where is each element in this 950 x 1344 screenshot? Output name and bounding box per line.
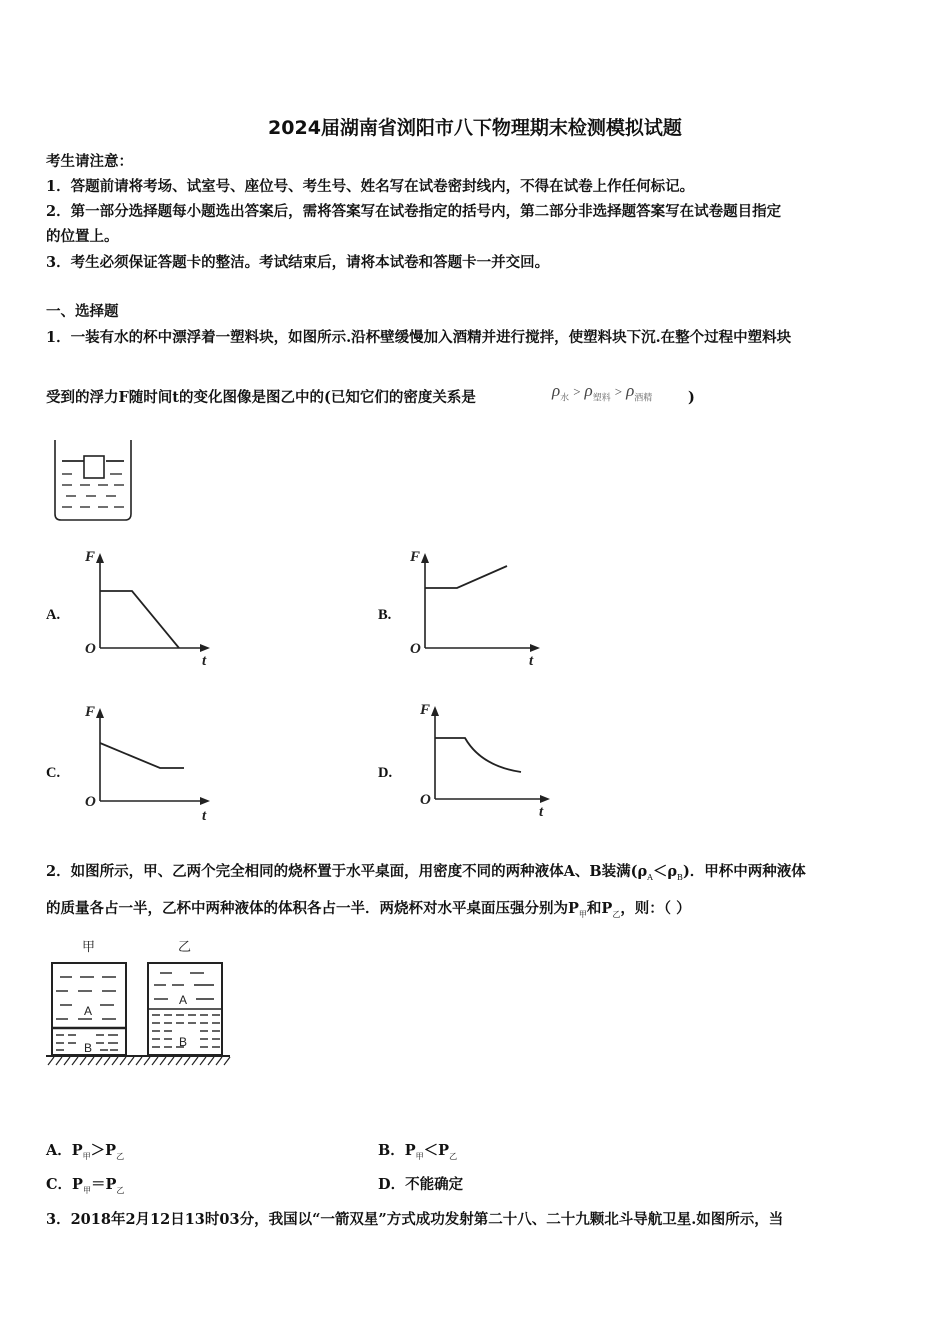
cup-left-label: 甲	[82, 940, 96, 955]
axis-y-label: F	[85, 704, 96, 720]
q1-option-b-graph[interactable]	[405, 545, 545, 669]
notice-item: 3．考生必须保证答题卡的整洁。考试结束后，请将本试卷和答题卡一并交回。	[46, 254, 550, 271]
q1-option-d-graph[interactable]	[415, 698, 565, 818]
notice-item: 1．答题前请将考场、试室号、座位号、考生号、姓名写在试卷密封线内，不得在试卷上作任何标记。	[46, 178, 695, 195]
section-heading: 一、选择题	[46, 303, 119, 320]
origin-label: O	[85, 641, 96, 657]
liquid-a-label: A	[179, 993, 188, 1007]
origin-label: O	[420, 792, 431, 808]
q1-option-c-graph[interactable]	[80, 700, 220, 824]
liquid-a-label: A	[84, 1004, 93, 1018]
origin-label: O	[85, 794, 96, 810]
q2-option-d[interactable]: D．不能确定	[378, 1176, 464, 1193]
axis-x-label: t	[202, 653, 207, 669]
notice-heading: 考生请注意：	[46, 153, 133, 170]
question-3-line-1: 3．2018年2月12日13时03分，我国以“一箭双星”方式成功发射第二十八、二十九颗北斗导航卫星.如图所示，当	[46, 1211, 784, 1228]
density-relation: $\rho_水 > \rho_{塑料} > \rho_{酒精}$	[552, 381, 653, 403]
q1-option-a-graph[interactable]	[80, 545, 220, 669]
two-beakers-figure	[44, 935, 244, 1070]
q1-option-d-label[interactable]: D.	[378, 765, 393, 781]
close-paren: )	[688, 389, 695, 406]
q2-option-a[interactable]: A．$P_甲>P_乙$	[46, 1142, 125, 1161]
axis-y-label: F	[410, 549, 421, 565]
question-2-line-2: 的质量各占一半，乙杯中两种液体的体积各占一半．两烧杯对水平桌面压强分别为$P_甲$和$P_乙$，则：（ ）	[46, 900, 691, 919]
question-1-line-2: 受到的浮力F随时间t的变化图像是图乙中的(已知它们的密度关系是	[46, 389, 476, 406]
cup-right-label: 乙	[178, 940, 192, 955]
q1-option-a-label[interactable]: A.	[46, 607, 61, 623]
cup-with-block-figure	[50, 436, 140, 526]
origin-label: O	[410, 641, 421, 657]
liquid-b-label: B	[179, 1035, 188, 1049]
q2-option-b[interactable]: B．$P_甲<P_乙$	[378, 1142, 458, 1161]
axis-x-label: t	[529, 653, 534, 669]
axis-y-label: F	[420, 702, 431, 718]
q2-option-c[interactable]: C．$P_甲=P_乙$	[46, 1176, 125, 1195]
notice-item: 2．第一部分选择题每小题选出答案后，需将答案写在试卷指定的括号内，第二部分非选择题答案写在试卷题目指定	[46, 203, 782, 220]
q1-option-c-label[interactable]: C.	[46, 765, 61, 781]
question-2-line-1: 2．如图所示，甲、乙两个完全相同的烧杯置于水平桌面，用密度不同的两种液体A、B装满$(\rho_A<\rho_B)$．甲杯中两种液体	[46, 863, 806, 882]
axis-x-label: t	[202, 808, 207, 824]
liquid-b-label: B	[84, 1041, 93, 1055]
page-title: 2024届湖南省浏阳市八下物理期末检测模拟试题	[268, 117, 682, 139]
axis-x-label: t	[539, 804, 544, 820]
question-1-line-1: 1．一装有水的杯中漂浮着一塑料块，如图所示.沿杯壁缓慢加入酒精并进行搅拌，使塑料块下沉.在整个过程中塑料块	[46, 329, 792, 346]
axis-y-label: F	[85, 549, 96, 565]
q1-option-b-label[interactable]: B.	[378, 607, 392, 623]
notice-item: 的位置上。	[46, 228, 119, 245]
